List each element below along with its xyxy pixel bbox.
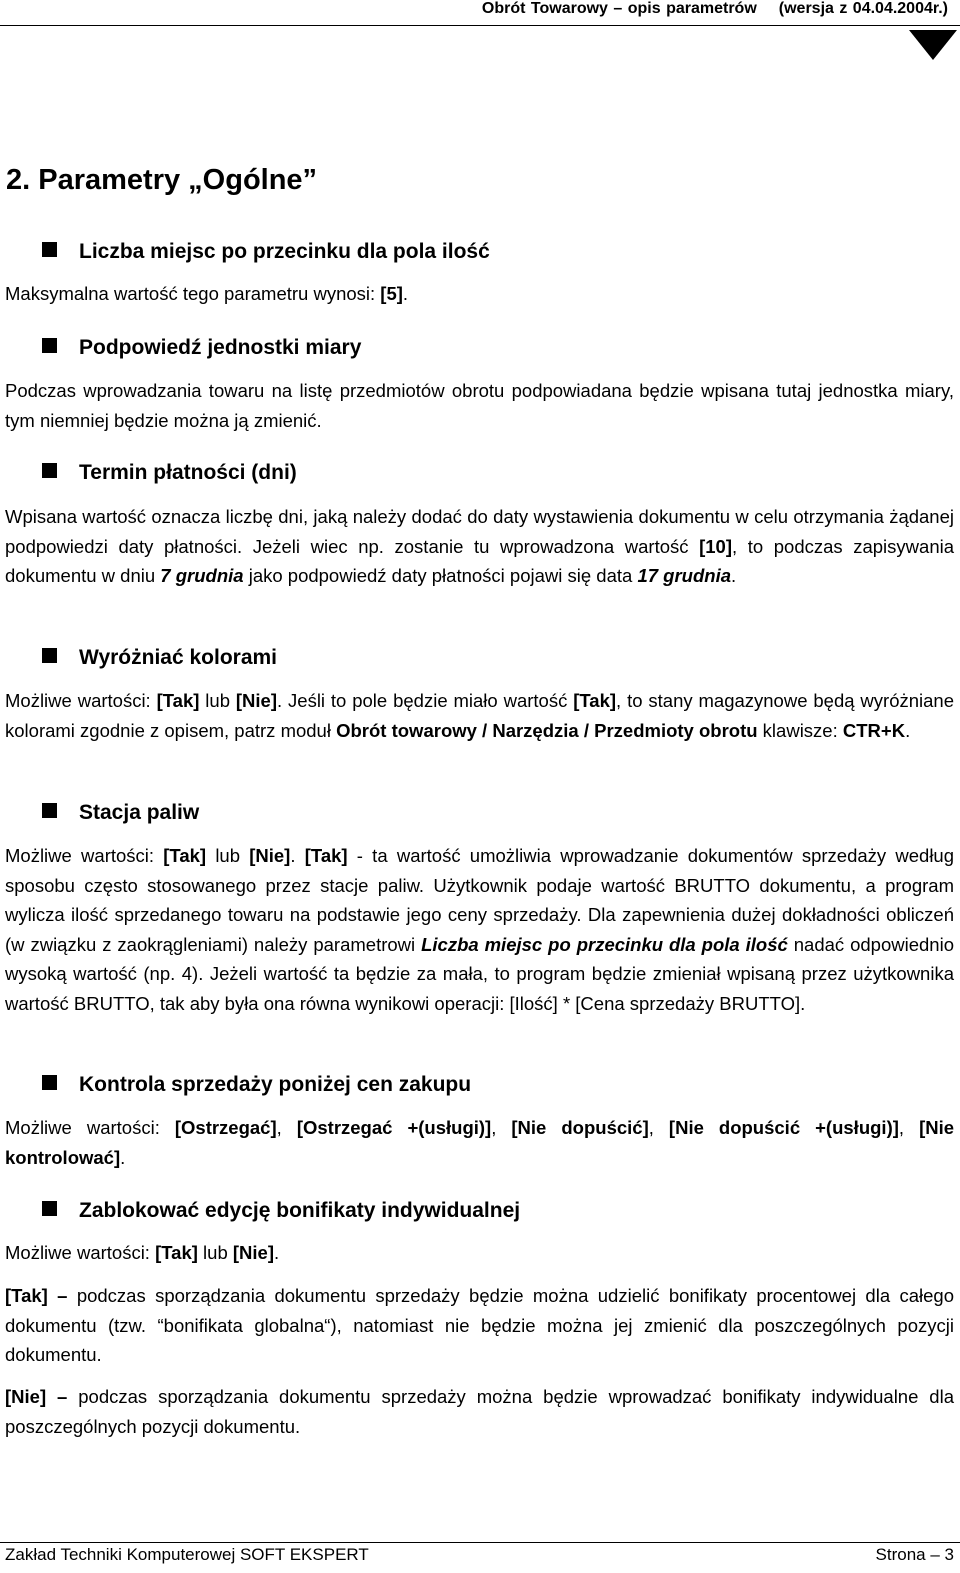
heading-text: Kontrola sprzedaży poniżej cen zakupu — [79, 1073, 472, 1096]
text-run: , to podczas zapisywania dokumentu w dniu — [5, 535, 955, 587]
triangle-down-icon — [909, 30, 957, 60]
text-run: klawisze: — [757, 719, 843, 741]
heading-text: Wyróżniać kolorami — [79, 646, 278, 669]
section-heading-wyrozniac-kolorami — [42, 645, 277, 671]
text-run: Możliwe wartości: — [5, 1117, 175, 1138]
square-bullet-icon — [42, 338, 57, 353]
text-run: , — [276, 1117, 297, 1138]
footer-divider — [0, 1542, 960, 1543]
text-run: lub — [206, 845, 250, 866]
paragraph-kontrola-sprzedazy — [5, 1113, 954, 1172]
text-run: - ta wartość umożliwia wprowadzanie dokumentów sprzedaży według sposobu często stosowanego przez stacje paliw. Użytkownik podaje wartość BRUTTO dokumentu, a program wylicza ilość sprzedanego towaru na podstawie jego ceny sprzedaży. Dla zapewnienia dużej dokładności obliczeń (w związku z zaokrągleniami) należy parametrowi — [5, 845, 955, 955]
square-bullet-icon — [42, 1075, 57, 1090]
section-heading-kontrola-sprzedazy — [42, 1072, 471, 1098]
square-bullet-icon — [42, 648, 57, 663]
parameter-reference: Liczba miejsc po przecinku dla pola ilość — [421, 933, 788, 955]
text-run: , — [491, 1117, 512, 1138]
heading-text: Podpowiedź jednostki miary — [79, 336, 362, 359]
value-nie-dopuscic-uslugi: [Nie dopuścić +(usługi)] — [668, 1117, 899, 1138]
paragraph-termin-platnosci — [5, 502, 954, 591]
text-run: jako podpowiedź daty płatności pojawi się data — [243, 565, 638, 587]
paragraph-wyrozniac-kolorami — [5, 686, 954, 745]
text-run: Możliwe wartości: — [5, 690, 157, 711]
heading-text: Zablokować edycję bonifikaty indywidualnej — [79, 1199, 521, 1222]
section-heading-liczba-miejsc — [42, 239, 490, 265]
value-nie-kontrolowac: [Nie kontrolować] — [5, 1117, 955, 1168]
value-tak: [Tak] — [156, 690, 200, 711]
heading-text: Stacja paliw — [79, 801, 200, 824]
value-example: [10] — [699, 535, 732, 557]
date-result: 17 grudnia — [637, 565, 732, 587]
paragraph-zablokowac-wartosci — [5, 1238, 954, 1268]
value-ostrzegac-uslugi: [Ostrzegać +(usługi)] — [296, 1117, 492, 1138]
text-run: . — [402, 283, 409, 304]
section-heading-podpowiedz-jm — [42, 335, 361, 361]
header-version: (wersja z 04.04.2004r.) — [778, 0, 948, 17]
module-path: Obrót towarowy / Narzędzia / Przedmioty obrotu — [336, 719, 758, 741]
text-run: lub — [197, 1242, 233, 1263]
paragraph-stacja-paliw — [5, 841, 954, 1019]
section-heading-stacja-paliw — [42, 800, 199, 826]
value-max: [5] — [380, 283, 403, 304]
text-run: , — [648, 1117, 669, 1138]
square-bullet-icon — [42, 803, 57, 818]
section-heading-zablokowac-edycje — [42, 1198, 520, 1224]
square-bullet-icon — [42, 1201, 57, 1216]
square-bullet-icon — [42, 242, 57, 257]
option-nie-label: [Nie] – — [5, 1386, 68, 1407]
text-run: lub — [199, 690, 236, 711]
header-divider — [0, 25, 960, 26]
footer-company: Zakład Techniki Komputerowej SOFT EKSPERT — [5, 1545, 369, 1564]
paragraph-podpowiedz-jm: Podczas wprowadzania towaru na listę przedmiotów obrotu podpowiadana będzie wpisana tutaj jednostka miary, tym niemniej będzie można ją zmienić. — [5, 380, 954, 431]
value-tak: [Tak] — [155, 1242, 198, 1263]
text-run: Maksymalna wartość tego parametru wynosi: — [5, 283, 381, 304]
heading-text: Termin płatności (dni) — [79, 461, 297, 484]
value-tak: [Tak] — [573, 690, 617, 711]
heading-text: Liczba miejsc po przecinku dla pola ilość — [79, 240, 490, 263]
paragraph-zablokowac-tak — [5, 1281, 954, 1370]
text-run: . Jeśli to pole będzie miało wartość — [277, 690, 574, 711]
paragraph-liczba-miejsc — [5, 279, 954, 309]
text-run: , — [898, 1117, 920, 1138]
text-run: . — [120, 1146, 126, 1168]
text-run: . — [290, 845, 305, 866]
paragraph-zablokowac-nie — [5, 1382, 954, 1441]
value-tak: [Tak] — [163, 845, 207, 866]
section-heading-termin-platnosci — [42, 460, 297, 486]
text-run: . — [731, 565, 737, 587]
header-title: Obrót Towarowy – opis parametrów — [481, 0, 757, 17]
value-nie: [Nie] — [232, 1242, 275, 1263]
text-run: Wpisana wartość oznacza liczbę dni, jaką należy dodać do daty wystawienia dokumentu w celu otrzymania żądanej podpowiedzi daty płatności. Jeżeli wiec np. zostanie tu wprowadzona wartość — [5, 506, 954, 557]
running-header — [482, 0, 948, 18]
page-title: 2. Parametry „Ogólne” — [6, 164, 318, 196]
footer-page-number: Strona – 3 — [875, 1545, 954, 1564]
keyboard-shortcut: CTR+K — [842, 719, 906, 741]
text-run: , to stany magazynowe będą wyróżniane kolorami zgodnie z opisem, patrz moduł — [5, 690, 954, 741]
square-bullet-icon — [42, 463, 57, 478]
date-example: 7 grudnia — [160, 565, 244, 587]
text-run: podczas sporządzania dokumentu sprzedaży można będzie wprowadzać bonifikaty indywidualne dla poszczególnych pozycji dokumentu. — [5, 1386, 954, 1437]
text-run: . — [905, 719, 911, 741]
option-tak-label: [Tak] – — [5, 1285, 68, 1306]
value-ostrzegac: [Ostrzegać] — [174, 1117, 277, 1138]
text-run: Możliwe wartości: — [5, 1242, 156, 1263]
value-nie-dopuscic: [Nie dopuścić] — [511, 1117, 649, 1138]
value-nie: [Nie] — [249, 845, 291, 866]
text-run: Możliwe wartości: — [5, 845, 164, 866]
text-run: nadać odpowiednio wysoką wartość (np. 4). Jeżeli wartość ta będzie za mała, to program będzie zmieniał wpisaną przez użytkownika wartość BRUTTO, tak aby była ona równa wynikowi operacji: [Ilość] * [Cena sprzedaży BRUTTO]. — [5, 933, 954, 1014]
text-run: . — [274, 1242, 280, 1263]
value-tak: [Tak] — [304, 845, 348, 866]
value-nie: [Nie] — [235, 690, 277, 711]
text-run: podczas sporządzania dokumentu sprzedaży będzie można udzielić bonifikaty procentowej dla całego dokumentu (tzw. “bonifikata globalna“), natomiast nie będzie można jej zmienić dla poszczególnych pozycji dokumentu. — [5, 1285, 954, 1366]
